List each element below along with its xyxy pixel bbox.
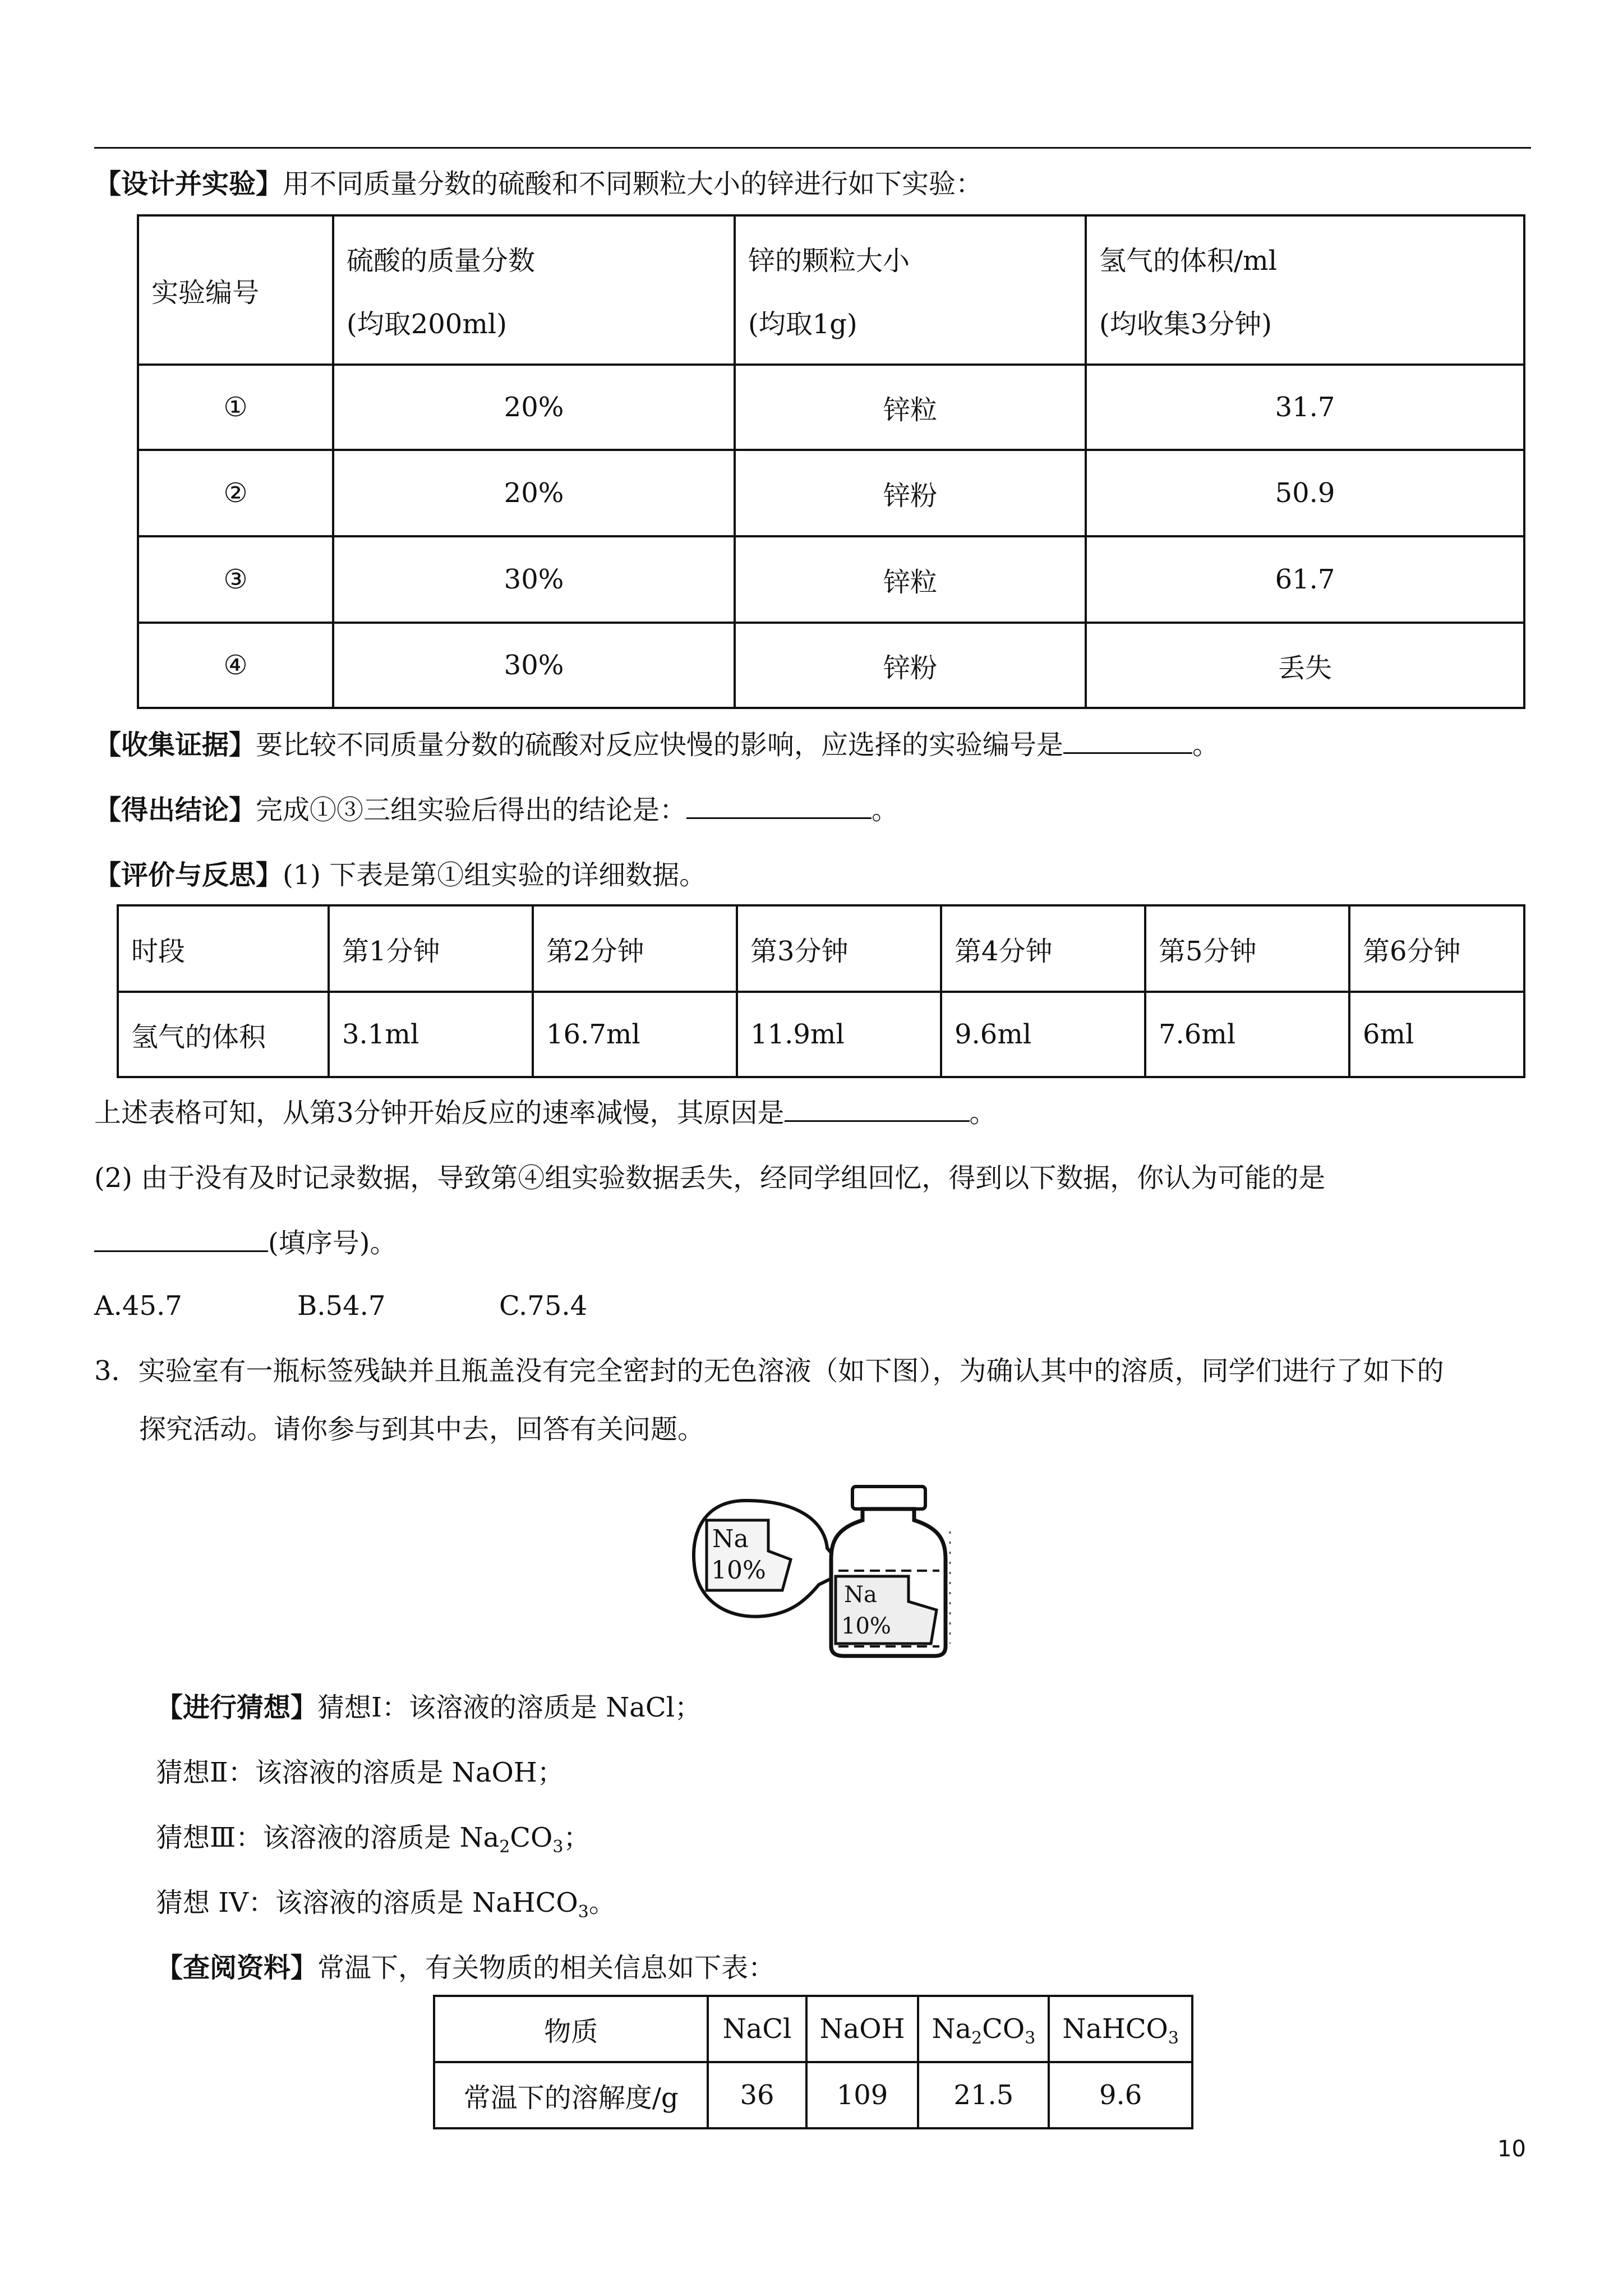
table-cell: 6ml (1349, 992, 1524, 1077)
table-cell: 50.9 (1086, 450, 1524, 536)
header-rule (94, 147, 1531, 149)
table-cell: 7.6ml (1145, 992, 1349, 1077)
table-cell: 物质 (434, 1996, 708, 2062)
table-cell: 锌粒 (735, 536, 1086, 623)
table-cell: 锌粒 (735, 365, 1086, 450)
header-cell: 硫酸的质量分数 (均取200ml) (333, 215, 735, 365)
header-cell: 氢气的体积/ml (均收集3分钟) (1086, 215, 1524, 365)
header-cell: 实验编号 (138, 215, 333, 365)
lookup-heading: 【查阅资料】 (156, 1952, 318, 1984)
table-row (118, 992, 1524, 1077)
table-cell: 21.5 (918, 2062, 1049, 2128)
table-row (434, 2062, 1192, 2128)
table-cell: 9.6 (1049, 2062, 1192, 2128)
table-cell: 丢失 (1086, 623, 1524, 708)
bottle-figure (684, 1475, 953, 1660)
table-cell: 第2分钟 (533, 905, 737, 992)
table-row (138, 365, 1524, 450)
guess-heading: 【进行猜想】 (156, 1692, 318, 1723)
table-cell: 常温下的溶解度/g (434, 2062, 708, 2128)
table-cell: 第6分钟 (1349, 905, 1524, 992)
table-row (434, 1996, 1192, 2062)
table-cell: 30% (333, 623, 735, 708)
table-cell: 3.1ml (329, 992, 533, 1077)
reflect-text: (1) 下表是第①组实验的详细数据。 (283, 859, 707, 891)
magnified-label-name: Na (712, 1525, 749, 1553)
answer-blank (1063, 730, 1192, 754)
table-cell: 时段 (118, 905, 329, 992)
solubility-table (433, 1995, 1193, 2129)
q3-line1: 3．实验室有一瓶标签残缺并且瓶盖没有完全密封的无色溶液（如下图），为确认其中的溶质，同学们进行了如下的 (94, 1355, 1444, 1387)
bottle-label-pct: 10% (841, 1613, 891, 1639)
guess-line2: 猜想Ⅱ：该溶液的溶质是 NaOH； (156, 1757, 564, 1788)
design-text: 用不同质量分数的硫酸和不同颗粒大小的锌进行如下实验： (283, 168, 983, 200)
experiment-table (137, 214, 1525, 709)
header-cell: 锌的颗粒大小 (均取1g) (735, 215, 1086, 365)
page-number: 10 (1497, 2136, 1526, 2162)
bottle-label-name: Na (844, 1582, 877, 1608)
evidence-heading: 【收集证据】 (94, 729, 256, 761)
table-cell: 20% (333, 450, 735, 536)
table-cell: 20% (333, 365, 735, 450)
reflect-line (94, 857, 706, 893)
table-cell: 36 (708, 2062, 806, 2128)
experiment-table-header (138, 215, 1524, 365)
conclusion-heading: 【得出结论】 (94, 794, 256, 826)
table-row (138, 623, 1524, 708)
table-cell: ② (138, 450, 333, 536)
design-line (94, 166, 983, 202)
table-cell: 9.6ml (941, 992, 1145, 1077)
lookup-line: 【查阅资料】常温下，有关物质的相关信息如下表： (156, 1952, 776, 1984)
table-cell: $Na_2CO_3$ (918, 1996, 1049, 2062)
guess-line3: 猜想Ⅲ：该溶液的溶质是 $Na_2CO_3$； (156, 1822, 591, 1857)
table-cell: 31.7 (1086, 365, 1524, 450)
minute-table (117, 904, 1525, 1078)
table-cell: 第3分钟 (737, 905, 941, 992)
design-heading: 【设计并实验】 (94, 168, 283, 200)
table-cell: NaCl (708, 1996, 806, 2062)
conclusion-text: 完成①③三组实验后得出的结论是： (256, 794, 687, 826)
table-cell: 30% (333, 536, 735, 623)
table-row (138, 450, 1524, 536)
table-cell: 16.7ml (533, 992, 737, 1077)
table-row (138, 536, 1524, 623)
table-row (118, 905, 1524, 992)
guess-line4: 猜想 IV：该溶液的溶质是 NaHCO$_3$。 (156, 1887, 616, 1922)
table-cell: 氢气的体积 (118, 992, 329, 1077)
conclusion-line: 【得出结论】完成①③三组实验后得出的结论是： 。 (94, 794, 899, 826)
table-cell: 第5分钟 (1145, 905, 1349, 992)
table-cell: ① (138, 365, 333, 450)
q3-line2: 探究活动。请你参与到其中去，回答有关问题。 (139, 1414, 705, 1445)
guess-line1: 【进行猜想】猜想Ⅰ：该溶液的溶质是 NaCl； (156, 1692, 702, 1723)
reason-line: 上述表格可知，从第3分钟开始反应的速率减慢，其原因是 。 (94, 1097, 997, 1129)
table-cell: 61.7 (1086, 536, 1524, 623)
reflect-heading: 【评价与反思】 (94, 859, 283, 891)
bottle-cap (852, 1487, 925, 1509)
table-cell: NaOH (806, 1996, 919, 2062)
table-cell: 第4分钟 (941, 905, 1145, 992)
table-cell: 锌粉 (735, 450, 1086, 536)
table-cell: ③ (138, 536, 333, 623)
evidence-text: 要比较不同质量分数的硫酸对反应快慢的影响，应选择的实验编号是 (256, 729, 1064, 761)
table-cell: NaHCO$_3$ (1049, 1996, 1192, 2062)
answer-blank (785, 1098, 970, 1122)
table-cell: 109 (806, 2062, 919, 2128)
table-cell: ④ (138, 623, 333, 708)
option-b: B.54.7 (297, 1290, 386, 1322)
table-cell: 锌粉 (735, 623, 1086, 708)
evidence-line: 【收集证据】要比较不同质量分数的硫酸对反应快慢的影响，应选择的实验编号是 。 (94, 729, 1220, 761)
reason-text: 上述表格可知，从第3分钟开始反应的速率减慢，其原因是 (94, 1097, 785, 1129)
table-cell: 11.9ml (737, 992, 941, 1077)
table-cell: 第1分钟 (329, 905, 533, 992)
option-c: C.75.4 (499, 1290, 588, 1322)
answer-blank (686, 795, 872, 819)
option-a: A.45.7 (94, 1290, 182, 1322)
magnified-label-pct: 10% (711, 1556, 766, 1585)
q2-line2: (填序号)。 (94, 1225, 396, 1261)
answer-blank (94, 1228, 268, 1252)
q2-line1: (2) 由于没有及时记录数据，导致第④组实验数据丢失，经同学组回忆，得到以下数据，你认为可能的是 (94, 1162, 1326, 1194)
